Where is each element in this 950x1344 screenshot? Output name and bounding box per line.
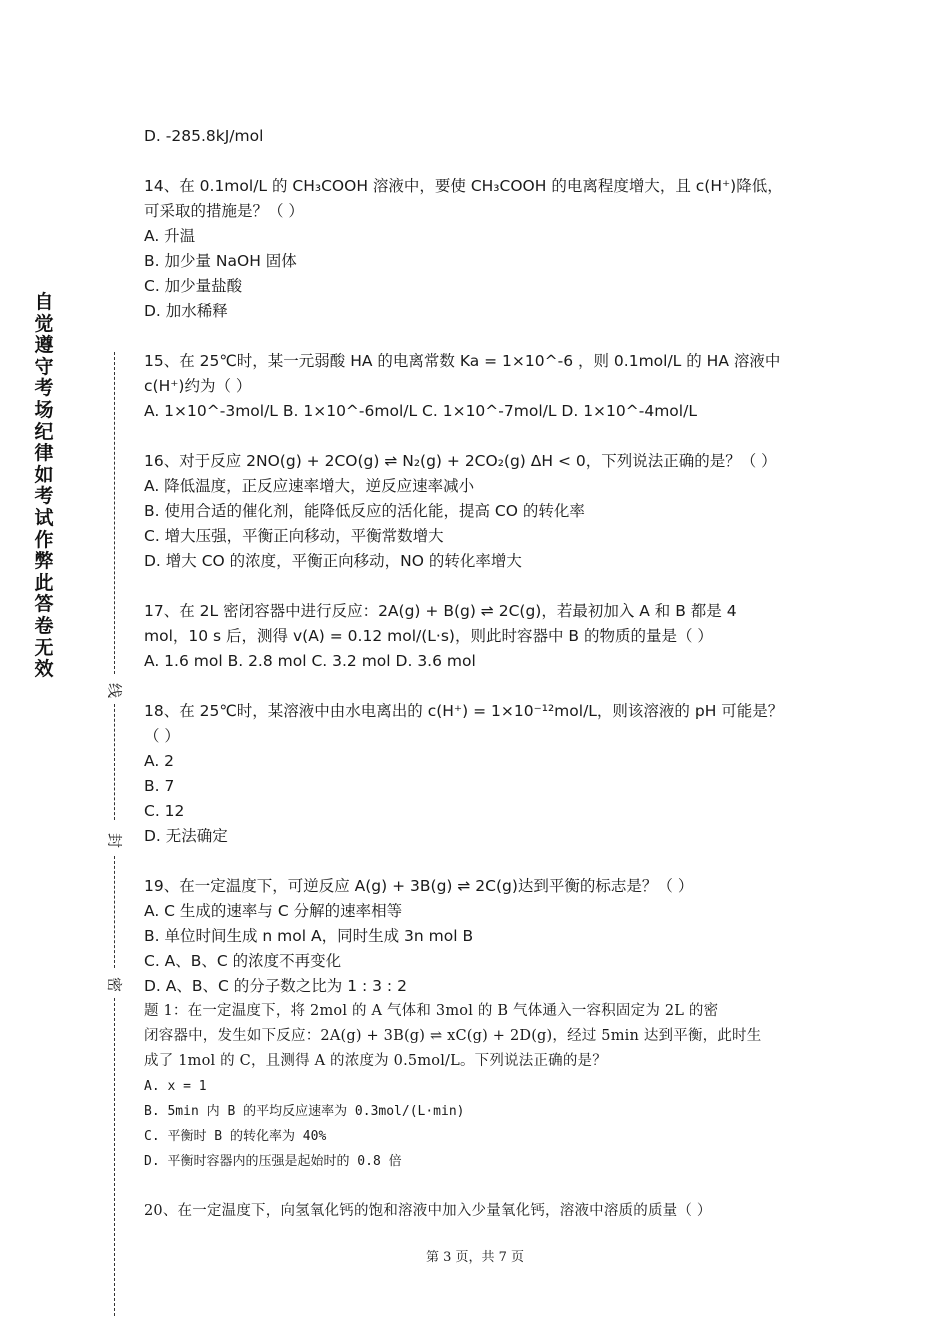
question-14-stem: 14、在 0.1mol/L 的 CH₃COOH 溶液中，要使 CH₃COOH 的电离程度增大，且 c(H⁺)降低， — [144, 177, 783, 195]
option-c: C. 平衡时 B 的转化率为 40% — [144, 1129, 327, 1144]
seal-label-seal: 封 — [105, 832, 124, 848]
option-d: D. 加水稀释 — [144, 302, 228, 320]
page-number: 第 3 页，共 7 页 — [425, 1250, 525, 1265]
binding-line-segment — [114, 352, 115, 674]
seal-label-line: 线 — [105, 682, 124, 698]
topic-1-stem-cont: 闭容器中，发生如下反应：2A(g) + 3B(g) ⇌ xC(g) + 2D(g)，经过 5min 达到平衡，此时生 — [144, 1028, 762, 1044]
question-15-options: A. 1×10^-3mol/L B. 1×10^-6mol/L C. 1×10^-7mol/L D. 1×10^-4mol/L — [144, 402, 697, 420]
option-a: A. 升温 — [144, 227, 196, 245]
option-b: B. 加少量 NaOH 固体 — [144, 252, 297, 270]
binding-line-segment — [114, 998, 115, 1316]
question-18-stem: 18、在 25℃时，某溶液中由水电离出的 c(H⁺) = 1×10⁻¹²mol/L，则该溶液的 pH 可能是？ — [144, 702, 784, 720]
question-17-options: A. 1.6 mol B. 2.8 mol C. 3.2 mol D. 3.6 mol — [144, 652, 476, 670]
option-c: C. 加少量盐酸 — [144, 277, 243, 295]
option-a: A. 降低温度，正反应速率增大，逆反应速率减小 — [144, 477, 475, 495]
option-a: A. 2 — [144, 752, 175, 770]
seal-label-secret: 密 — [105, 976, 124, 992]
exam-discipline-notice: 自觉遵守考场纪律如考试作弊此答卷无效 — [34, 291, 54, 681]
option-d: D. 平衡时容器内的压强是起始时的 0.8 倍 — [144, 1154, 402, 1169]
binding-line-segment — [114, 856, 115, 968]
question-17-stem-cont: mol，10 s 后，测得 v(A) = 0.12 mol/(L·s)，则此时容器中 B 的物质的量是（ ） — [144, 627, 713, 645]
option-c: C. 增大压强，平衡正向移动，平衡常数增大 — [144, 527, 444, 545]
question-14-stem-cont: 可采取的措施是？（ ） — [144, 202, 304, 220]
question-15-stem: 15、在 25℃时，某一元弱酸 HA 的电离常数 Ka = 1×10^-6 ，则 0.1mol/L 的 HA 溶液中 — [144, 352, 781, 370]
option-b: B. 使用合适的催化剂，能降低反应的活化能，提高 CO 的转化率 — [144, 502, 585, 520]
question-20-stem: 20、在一定温度下，向氢氧化钙的饱和溶液中加入少量氧化钙，溶液中溶质的质量（ ） — [144, 1203, 712, 1219]
option-b: B. 单位时间生成 n mol A，同时生成 3n mol B — [144, 927, 474, 945]
option-d: D. 增大 CO 的浓度，平衡正向移动，NO 的转化率增大 — [144, 552, 522, 570]
question-19-stem: 19、在一定温度下，可逆反应 A(g) + 3B(g) ⇌ 2C(g)达到平衡的标志是？（ ） — [144, 877, 694, 895]
option-d: D. 无法确定 — [144, 827, 228, 845]
topic-1-stem-cont: 成了 1mol 的 C，且测得 A 的浓度为 0.5mol/L。下列说法正确的是？ — [144, 1053, 607, 1069]
topic-1-stem: 题 1：在一定温度下，将 2mol 的 A 气体和 3mol 的 B 气体通入一容积固定为 2L 的密 — [144, 1003, 719, 1019]
option-b: B. 7 — [144, 777, 175, 795]
exam-content — [144, 124, 816, 1224]
option-c: C. A、B、C 的浓度不再变化 — [144, 952, 342, 970]
option-d: D. A、B、C 的分子数之比为 1 : 3 : 2 — [144, 977, 407, 995]
question-17-stem: 17、在 2L 密闭容器中进行反应：2A(g) + B(g) ⇌ 2C(g)，若最初加入 A 和 B 都是 4 — [144, 602, 737, 620]
question-15-stem-cont: c(H⁺)约为（ ） — [144, 377, 252, 395]
option-a: A. C 生成的速率与 C 分解的速率相等 — [144, 902, 403, 920]
question-18-stem-cont: （ ） — [144, 727, 180, 745]
question-16-stem: 16、对于反应 2NO(g) + 2CO(g) ⇌ N₂(g) + 2CO₂(g) ΔH < 0，下列说法正确的是？（ ） — [144, 452, 777, 470]
binding-line-segment — [114, 704, 115, 820]
option-c: C. 12 — [144, 802, 185, 820]
option-b: B. 5min 内 B 的平均反应速率为 0.3mol/(L·min) — [144, 1104, 465, 1119]
option-a: A. x = 1 — [144, 1079, 207, 1094]
option-text: D. -285.8kJ/mol — [144, 127, 264, 145]
